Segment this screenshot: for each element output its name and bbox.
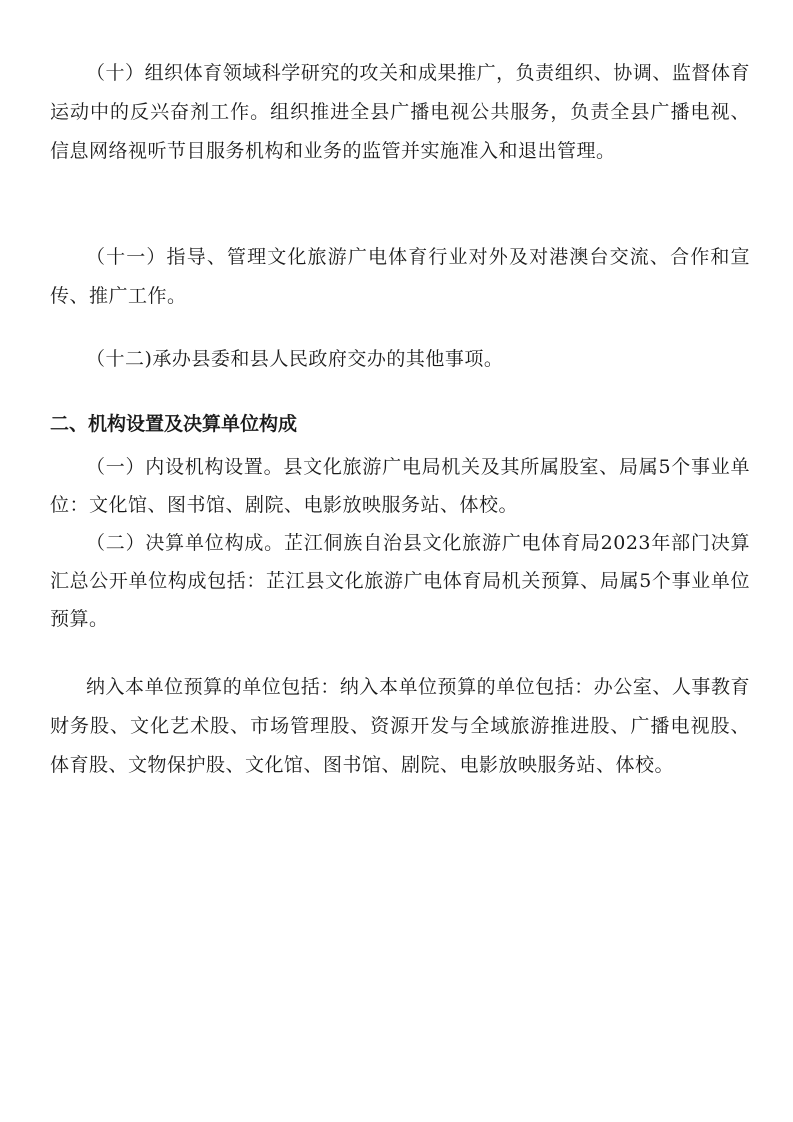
paragraph-item-12: （十二)承办县委和县人民政府交办的其他事项。 [86,348,504,370]
paragraph-internal-structure: （一）内设机构设置。县文化旅游广电局机关及其所属股室、局属5个事业单位：文化馆、图书馆、剧院、电影放映服务站、体校。 [50,456,750,516]
paragraph-item-10: （十）组织体育领域科学研究的攻关和成果推广，负责组织、协调、监督体育运动中的反兴奋剂工作。组织推进全县广播电视公共服务，负责全县广播电视、信息网络视听节目服务机构和业务的监管并实施准入和退出管理。 [50,62,750,162]
paragraph-included-units: 纳入本单位预算的单位包括：纳入本单位预算的单位包括：办公室、人事教育财务股、文化艺术股、市场管理股、资源开发与全域旅游推进股、广播电视股、体育股、文物保护股、文化馆、图书馆、剧院、电影放映服务站、体校。 [50,676,750,776]
paragraph-item-11: （十一）指导、管理文化旅游广电体育行业对外及对港澳台交流、合作和宣传、推广工作。 [50,246,750,307]
paragraph-unit-composition: （二）决算单位构成。芷江侗族自治县文化旅游广电体育局2023年部门决算汇总公开单位构成包括：芷江县文化旅游广电体育局机关预算、局属5个事业单位预算。 [50,532,750,630]
section-heading: 二、机构设置及决算单位构成 [50,413,298,435]
